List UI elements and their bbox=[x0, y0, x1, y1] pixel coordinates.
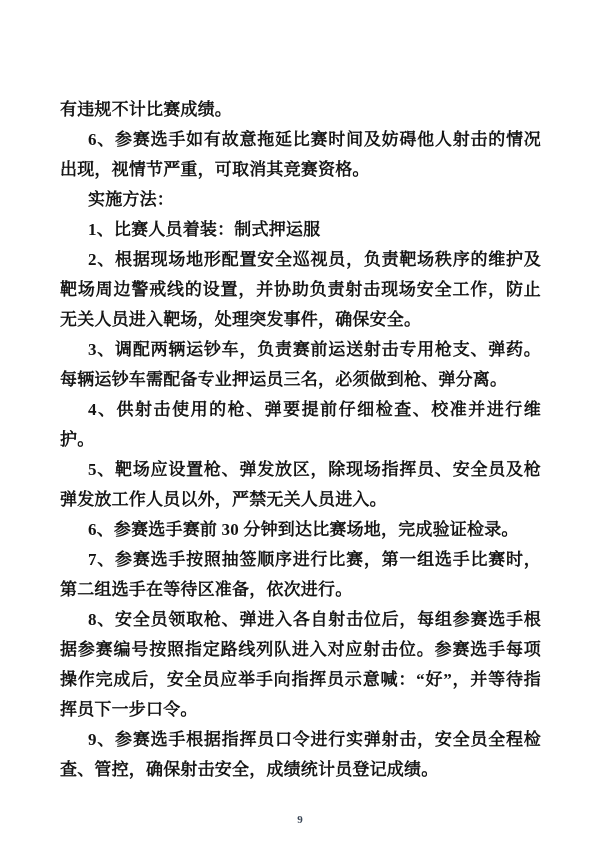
paragraph-method-4: 4、供射击使用的枪、弹要提前仔细检查、校准并进行维护。 bbox=[60, 400, 541, 449]
paragraph-continuation: 有违规不计比赛成绩。 bbox=[60, 100, 232, 119]
paragraph-method-3: 3、调配两辆运钞车，负责赛前运送射击专用枪支、弹药。每辆运钞车需配备专业押运员三名，必须做到枪、弹分离。 bbox=[60, 340, 541, 389]
paragraph-method-6: 6、参赛选手赛前 30 分钟到达比赛场地，完成验证检录。 bbox=[88, 520, 519, 539]
paragraph-rule-6: 6、参赛选手如有故意拖延比赛时间及妨碍他人射击的情况出现，视情节严重，可取消其竞赛资格。 bbox=[60, 130, 541, 179]
paragraph-method-7: 7、参赛选手按照抽签顺序进行比赛，第一组选手比赛时，第二组选手在等待区准备，依次进行。 bbox=[60, 550, 541, 599]
paragraph-method-5: 5、靶场应设置枪、弹发放区，除现场指挥员、安全员及枪弹发放工作人员以外，严禁无关人员进入。 bbox=[60, 460, 541, 509]
paragraph-method-2: 2、根据现场地形配置安全巡视员，负责靶场秩序的维护及靶场周边警戒线的设置，并协助负责射击现场安全工作，防止无关人员进入靶场，处理突发事件，确保安全。 bbox=[60, 250, 541, 329]
paragraph-method-9: 9、参赛选手根据指挥员口令进行实弹射击，安全员全程检查、管控，确保射击安全，成绩统计员登记成绩。 bbox=[60, 730, 541, 779]
page-number: 9 bbox=[297, 814, 303, 826]
document-body bbox=[60, 95, 541, 785]
section-heading-implementation-methods: 实施方法： bbox=[88, 190, 174, 209]
paragraph-method-1: 1、比赛人员着装：制式押运服 bbox=[88, 220, 321, 239]
paragraph-method-8: 8、安全员领取枪、弹进入各自射击位后，每组参赛选手根据参赛编号按照指定路线列队进入对应射击位。参赛选手每项操作完成后，安全员应举手向指挥员示意喊：“好”，并等待指挥员下一步口令。 bbox=[60, 610, 541, 719]
